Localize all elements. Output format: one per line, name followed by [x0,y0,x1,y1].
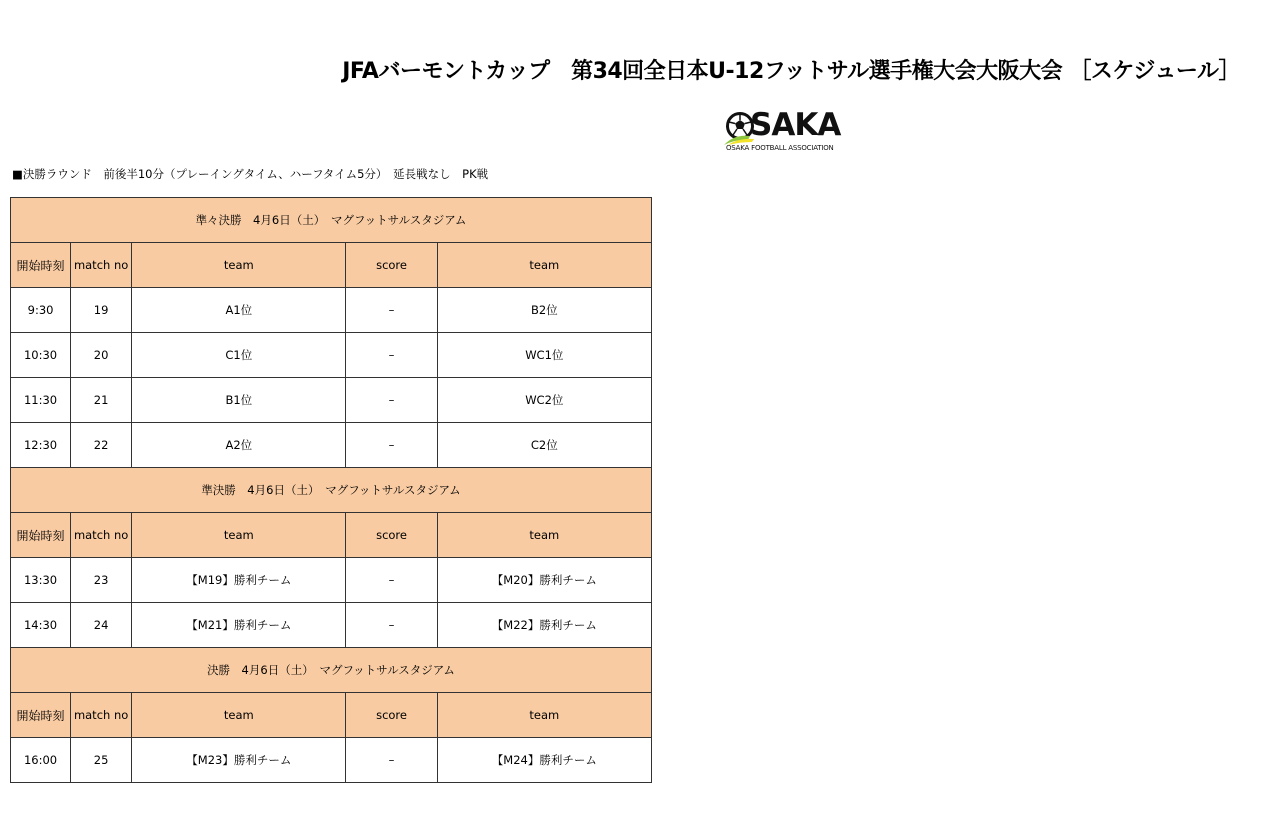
cell-team-away: 【M20】勝利チーム [437,558,651,603]
header-team-away: team [437,693,651,738]
header-start-time: 開始時刻 [11,693,71,738]
match-row [11,738,652,783]
cell-team-away: 【M24】勝利チーム [437,738,651,783]
cell-start-time: 10:30 [11,333,71,378]
cell-match-no: 25 [71,738,132,783]
cell-team-away: B2位 [437,288,651,333]
section-title: 決勝 4月6日（土） マグフットサルスタジアム [11,648,652,693]
header-team-home: team [132,243,346,288]
cell-team-away: C2位 [437,423,651,468]
section-title-row [11,198,652,243]
match-row [11,558,652,603]
header-match-no: match no [71,513,132,558]
logo-association-text: OSAKA FOOTBALL ASSOCIATION [726,144,834,152]
cell-team-home: 【M19】勝利チーム [132,558,346,603]
column-header-row [11,693,652,738]
cell-team-away: WC2位 [437,378,651,423]
cell-match-no: 19 [71,288,132,333]
cell-start-time: 14:30 [11,603,71,648]
header-score: score [346,513,437,558]
cell-score: – [346,423,437,468]
cell-start-time: 13:30 [11,558,71,603]
cell-match-no: 21 [71,378,132,423]
match-row [11,423,652,468]
cell-team-home: 【M23】勝利チーム [132,738,346,783]
cell-start-time: 9:30 [11,288,71,333]
match-row [11,378,652,423]
header-team-away: team [437,513,651,558]
schedule-table-body [11,198,652,783]
column-header-row [11,513,652,558]
column-header-row [11,243,652,288]
cell-score: – [346,333,437,378]
match-row [11,288,652,333]
cell-team-home: C1位 [132,333,346,378]
header-match-no: match no [71,693,132,738]
header-team-home: team [132,693,346,738]
header-start-time: 開始時刻 [11,243,71,288]
match-row [11,603,652,648]
header-score: score [346,243,437,288]
cell-team-away: 【M22】勝利チーム [437,603,651,648]
cell-score: – [346,603,437,648]
header-team-away: team [437,243,651,288]
cell-match-no: 22 [71,423,132,468]
section-title-row [11,468,652,513]
section-title: 準決勝 4月6日（土） マグフットサルスタジアム [11,468,652,513]
cell-match-no: 20 [71,333,132,378]
page-title: JFAバーモントカップ 第34回全日本U-12フットサル選手権大会大阪大会 ［スケジュール］ [342,59,1240,84]
round-rules-text: ■決勝ラウンド 前後半10分（プレーイングタイム、ハーフタイム5分） 延長戦なし PK戦 [12,167,489,181]
schedule-table [10,197,652,783]
cell-score: – [346,738,437,783]
section-title-row [11,648,652,693]
cell-score: – [346,378,437,423]
logo-wordmark: SAKA [750,107,841,143]
cell-start-time: 11:30 [11,378,71,423]
header-start-time: 開始時刻 [11,513,71,558]
osaka-fa-logo [724,108,854,156]
cell-start-time: 12:30 [11,423,71,468]
cell-team-home: A2位 [132,423,346,468]
header-team-home: team [132,513,346,558]
cell-team-home: B1位 [132,378,346,423]
match-row [11,333,652,378]
cell-team-away: WC1位 [437,333,651,378]
cell-team-home: A1位 [132,288,346,333]
cell-start-time: 16:00 [11,738,71,783]
cell-match-no: 23 [71,558,132,603]
header-score: score [346,693,437,738]
header-match-no: match no [71,243,132,288]
cell-match-no: 24 [71,603,132,648]
section-title: 準々決勝 4月6日（土） マグフットサルスタジアム [11,198,652,243]
cell-score: – [346,288,437,333]
cell-team-home: 【M21】勝利チーム [132,603,346,648]
cell-score: – [346,558,437,603]
